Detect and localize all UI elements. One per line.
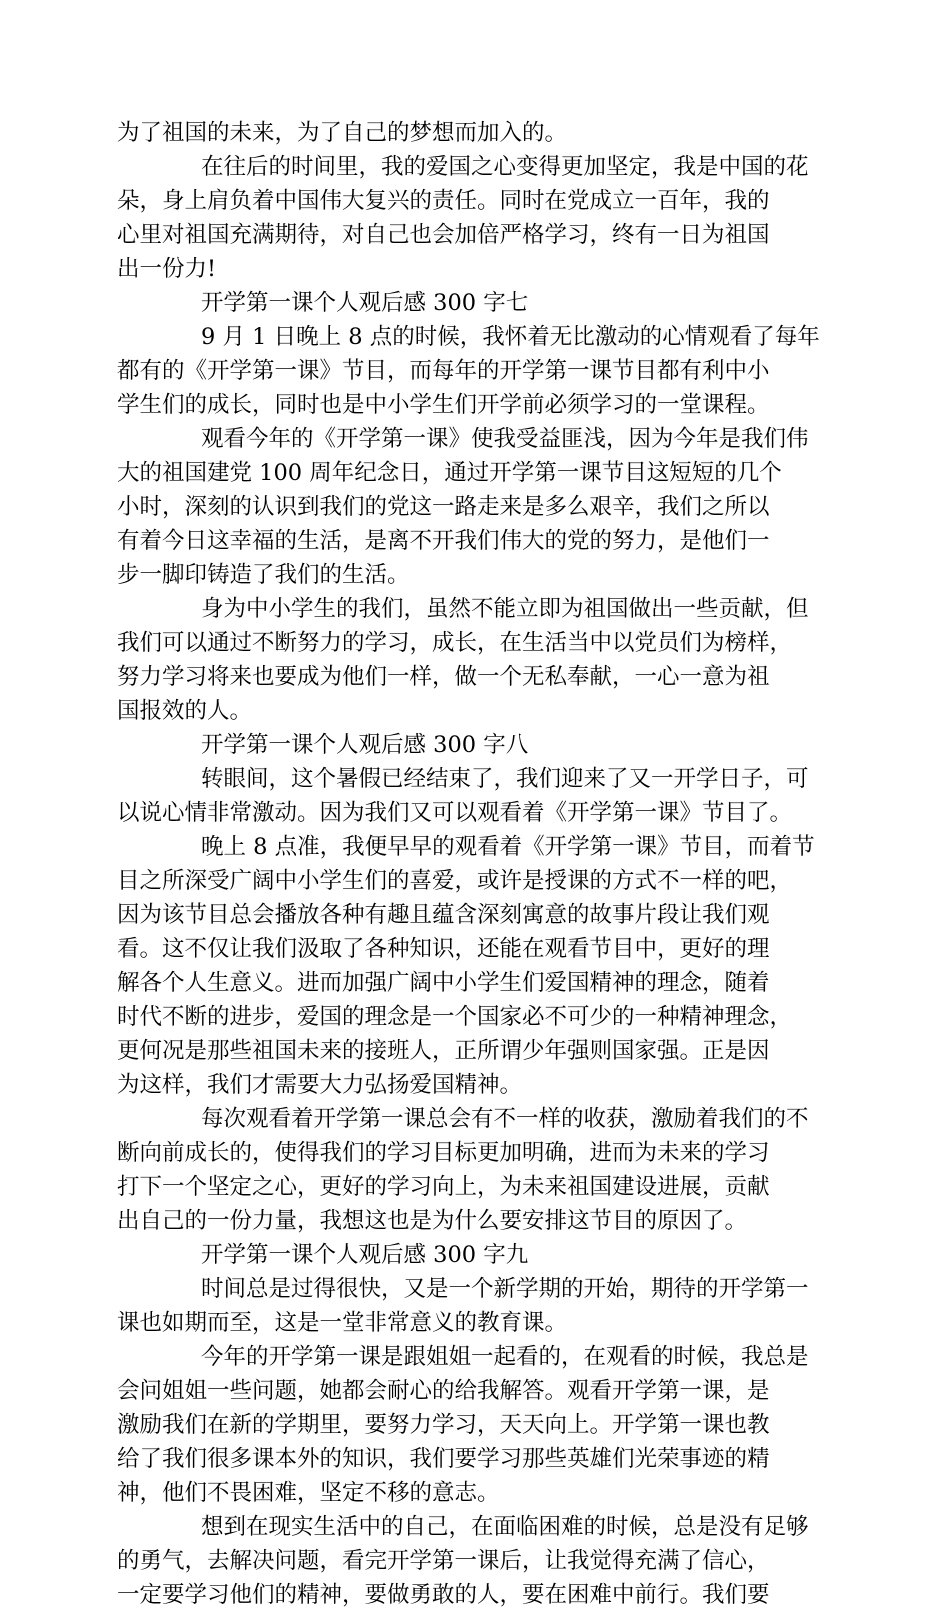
text-line: 目之所深受广阔中小学生们的喜爱，或许是授课的方式不一样的吧， — [117, 868, 793, 894]
text-line: 我们可以通过不断努力的学习，成长，在生活当中以党员们为榜样， — [117, 630, 793, 656]
text-line: 身为中小学生的我们，虽然不能立即为祖国做出一些贡献，但 — [201, 596, 809, 622]
text-line: 解各个人生意义。进而加强广阔中小学生们爱国精神的理念，随着 — [117, 970, 770, 996]
text-line: 学生们的成长，同时也是中小学生们开学前必须学习的一堂课程。 — [117, 392, 770, 418]
text-line: 转眼间，这个暑假已经结束了，我们迎来了又一开学日子，可 — [201, 766, 809, 792]
text-line: 有着今日这幸福的生活，是离不开我们伟大的党的努力，是他们一 — [117, 528, 770, 554]
text-line: 大的祖国建党 100 周年纪念日，通过开学第一课节目这短短的几个 — [117, 460, 782, 486]
text-line: 出自己的一份力量，我想这也是为什么要安排这节目的原因了。 — [117, 1208, 748, 1234]
text-line: 看。这不仅让我们汲取了各种知识，还能在观看节目中，更好的理 — [117, 936, 770, 962]
text-line: 的勇气，去解决问题，看完开学第一课后，让我觉得充满了信心， — [117, 1548, 770, 1574]
text-line: 以说心情非常激动。因为我们又可以观看着《开学第一课》节目了。 — [117, 800, 793, 826]
text-line: 9 月 1 日晚上 8 点的时候，我怀着无比激动的心情观看了每年 — [201, 324, 820, 350]
text-line: 神，他们不畏困难，坚定不移的意志。 — [117, 1480, 500, 1506]
text-line: 观看今年的《开学第一课》使我受益匪浅，因为今年是我们伟 — [201, 426, 809, 452]
text-line: 更何况是那些祖国未来的接班人，正所谓少年强则国家强。正是因 — [117, 1038, 770, 1064]
text-line: 小时，深刻的认识到我们的党这一路走来是多么艰辛，我们之所以 — [117, 494, 770, 520]
text-line: 步一脚印铸造了我们的生活。 — [117, 562, 410, 588]
text-line: 都有的《开学第一课》节目，而每年的开学第一课节目都有利中小 — [117, 358, 770, 384]
text-line: 断向前成长的，使得我们的学习目标更加明确，进而为未来的学习 — [117, 1140, 770, 1166]
text-line: 课也如期而至，这是一堂非常意义的教育课。 — [117, 1310, 568, 1336]
text-line: 努力学习将来也要成为他们一样，做一个无私奉献，一心一意为祖 — [117, 664, 770, 690]
text-line: 今年的开学第一课是跟姐姐一起看的，在观看的时候，我总是 — [201, 1344, 809, 1370]
text-line: 想到在现实生活中的自己，在面临困难的时候，总是没有足够 — [201, 1514, 809, 1540]
text-line: 会问姐姐一些问题，她都会耐心的给我解答。观看开学第一课，是 — [117, 1378, 770, 1404]
text-line: 晚上 8 点准，我便早早的观看着《开学第一课》节目，而着节 — [201, 834, 815, 860]
text-line: 打下一个坚定之心，更好的学习向上，为未来祖国建设进展，贡献 — [117, 1174, 770, 1200]
text-line: 因为该节目总会播放各种有趣且蕴含深刻寓意的故事片段让我们观 — [117, 902, 770, 928]
section-heading: 开学第一课个人观后感 300 字七 — [201, 290, 529, 316]
text-line: 给了我们很多课本外的知识，我们要学习那些英雄们光荣事迹的精 — [117, 1446, 770, 1472]
text-line: 心里对祖国充满期待，对自己也会加倍严格学习，终有一日为祖国 — [117, 222, 770, 248]
text-line: 为这样，我们才需要大力弘扬爱国精神。 — [117, 1072, 523, 1098]
text-line: 出一份力! — [117, 256, 217, 282]
text-line: 时代不断的进步，爱国的理念是一个国家必不可少的一种精神理念， — [117, 1004, 793, 1030]
section-heading: 开学第一课个人观后感 300 字九 — [201, 1242, 529, 1268]
text-line: 为了祖国的未来，为了自己的梦想而加入的。 — [117, 120, 568, 146]
text-line: 在往后的时间里，我的爱国之心变得更加坚定，我是中国的花 — [201, 154, 809, 180]
section-heading: 开学第一课个人观后感 300 字八 — [201, 732, 529, 758]
text-line: 朵，身上肩负着中国伟大复兴的责任。同时在党成立一百年，我的 — [117, 188, 770, 214]
text-line: 一定要学习他们的精神，要做勇敢的人，要在困难中前行。我们要 — [117, 1582, 770, 1608]
text-line: 国报效的人。 — [117, 698, 253, 724]
text-line: 时间总是过得很快，又是一个新学期的开始，期待的开学第一 — [201, 1276, 809, 1302]
text-line: 激励我们在新的学期里，要努力学习，天天向上。开学第一课也教 — [117, 1412, 770, 1438]
text-line: 每次观看着开学第一课总会有不一样的收获，激励着我们的不 — [201, 1106, 809, 1132]
